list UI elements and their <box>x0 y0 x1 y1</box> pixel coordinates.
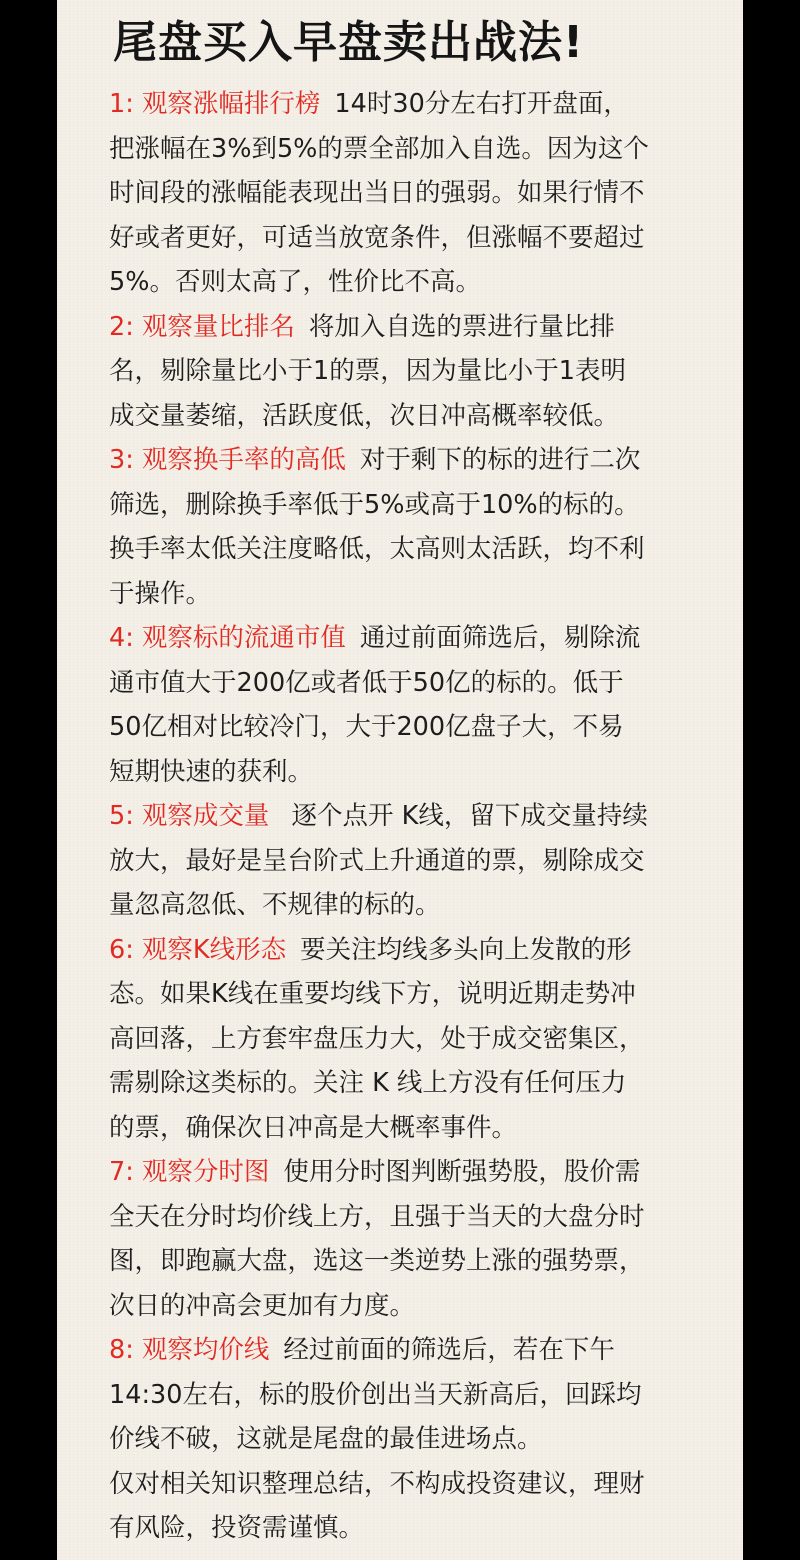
list-item <box>109 794 649 928</box>
list-item <box>109 928 649 1151</box>
item-text: 对于剩下的标的进行二次筛选，删除换手率低于5%或高于10%的标的。换手率太低关注度略低，太高则太活跃，均不利于操作。 <box>109 445 645 609</box>
list-item <box>109 82 649 305</box>
article-body <box>109 82 649 1551</box>
item-heading: 4: 观察标的流通市值 <box>109 623 346 653</box>
item-text: 使用分时图判断强势股，股价需全天在分时均价线上方，且强于当天的大盘分时图，即跑赢大盘，选这一类逆势上涨的强势票，次日的冲高会更加有力度。 <box>109 1157 645 1321</box>
item-text: 14时30分左右打开盘面，把涨幅在3%到5%的票全部加入自选。因为这个时间段的涨幅能表现出当日的强弱。如果行情不好或者更好，可适当放宽条件，但涨幅不要超过5%。否则太高了，性价比不高。 <box>109 89 649 297</box>
item-heading: 3: 观察换手率的高低 <box>109 445 346 475</box>
list-item <box>109 1328 649 1462</box>
note-paper <box>57 0 743 1560</box>
item-heading: 1: 观察涨幅排行榜 <box>109 89 321 119</box>
item-text: 要关注均线多头向上发散的形态。如果K线在重要均线下方，说明近期走势冲高回落，上方套牢盘压力大，处于成交密集区，需剔除这类标的。关注 K 线上方没有任何压力的票，确保次日冲高是大概率事件。 <box>109 934 645 1143</box>
item-heading: 2: 观察量比排名 <box>109 311 295 342</box>
list-item <box>109 1150 649 1328</box>
page-title: 尾盘买入早盘卖出战法! <box>113 17 585 68</box>
item-heading: 5: 观察成交量 <box>109 801 270 831</box>
item-heading: 8: 观察均价线 <box>109 1335 270 1365</box>
list-item <box>109 305 649 439</box>
list-item <box>109 438 649 616</box>
item-heading: 7: 观察分时图 <box>109 1157 270 1187</box>
list-item <box>109 616 649 794</box>
item-text: 通过前面筛选后，剔除流通市值大于200亿或者低于50亿的标的。低于50亿相对比较冷门，大于200亿盘子大，不易短期快速的获利。 <box>109 623 641 787</box>
item-text: 将加入自选的票进行量比排名，剔除量比小于1的票，因为量比小于1表明成交量萎缩，活跃度低，次日冲高概率较低。 <box>109 311 626 431</box>
item-text: 经过前面的筛选后，若在下午14:30左右，标的股价创出当天新高后，回踩均价线不破，这就是尾盘的最佳进场点。 <box>109 1335 642 1454</box>
item-text: 逐个点开 K线，留下成交量持续放大，最好是呈台阶式上升通道的票，剔除成交量忽高忽低、不规律的标的。 <box>109 801 648 920</box>
disclaimer-text: 仅对相关知识整理总结，不构成投资建议，理财有风险，投资需谨慎。 <box>109 1468 645 1543</box>
item-heading: 6: 观察K线形态 <box>109 934 287 965</box>
